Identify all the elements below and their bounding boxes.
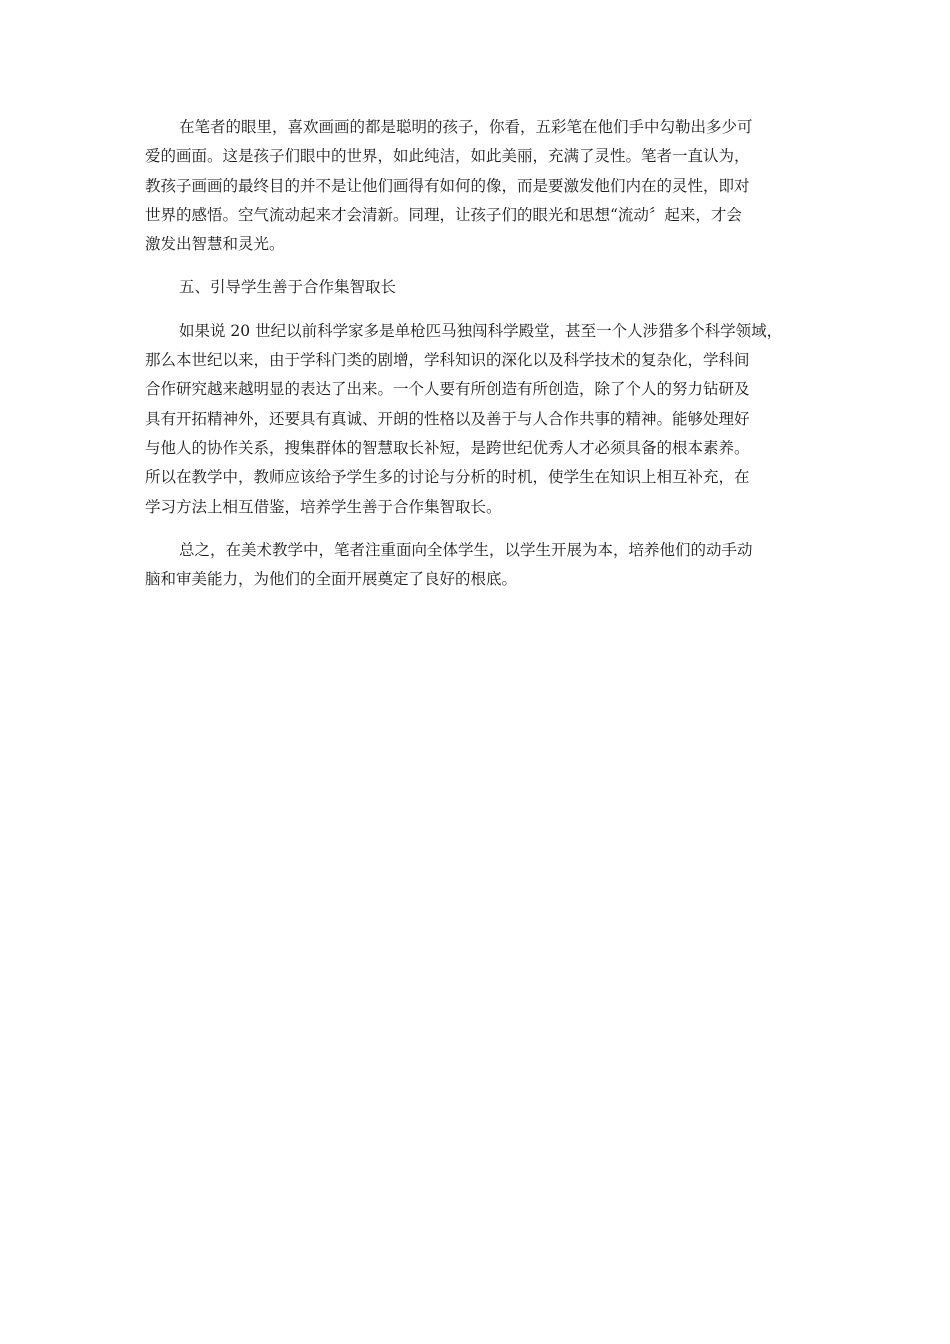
section-heading: 五、引导学生善于合作集智取长 [179,278,397,297]
text-line: 与他人的协作关系，搜集群体的智慧取长补短，是跨世纪优秀人才必须具备的根本素养。 [145,438,750,457]
text-line: 脑和审美能力，为他们的全面开展奠定了良好的根底。 [145,570,518,589]
text-line: 学习方法上相互借鉴，培养学生善于合作集智取长。 [145,497,502,516]
text-line: 总之，在美术教学中，笔者注重面向全体学生，以学生开展为本，培养他们的动手动 [179,540,753,559]
text-line: 那么本世纪以来，由于学科门类的剧增，学科知识的深化以及科学技术的复杂化，学科间 [145,351,750,370]
text-line: 激发出智慧和灵光。 [145,235,285,254]
paragraph-conclusion [145,536,810,595]
paragraph-children-drawing [145,113,810,259]
text-line: 如果说 20 世纪以前科学家多是单枪匹马独闯科学殿堂，甚至一个人涉猎多个科学领域， [179,321,783,340]
document-body [145,113,810,608]
text-line: 教孩子画画的最终目的并不是让他们画得有如何的像，而是要激发他们内在的灵性，即对 [145,176,750,195]
text-line: 世界的感悟。空气流动起来才会清新。同理，让孩子们的眼光和思想“流动〞起来，才会 [145,205,742,224]
text-line: 合作研究越来越明显的表达了出来。一个人要有所创造有所创造，除了个人的努力钻研及 [145,380,750,399]
paragraph-cooperation [145,317,810,522]
text-line: 爱的画面。这是孩子们眼中的世界，如此纯洁，如此美丽，充满了灵性。笔者一直认为， [145,147,750,166]
text-line: 所以在教学中，教师应该给予学生多的讨论与分析的时机，使学生在知识上相互补充，在 [145,468,750,487]
text-line: 具有开拓精神外，还要具有真诚、开朗的性格以及善于与人合作共事的精神。能够处理好 [145,409,750,428]
text-line: 在笔者的眼里，喜欢画画的都是聪明的孩子，你看，五彩笔在他们手中勾勒出多少可 [179,118,753,136]
